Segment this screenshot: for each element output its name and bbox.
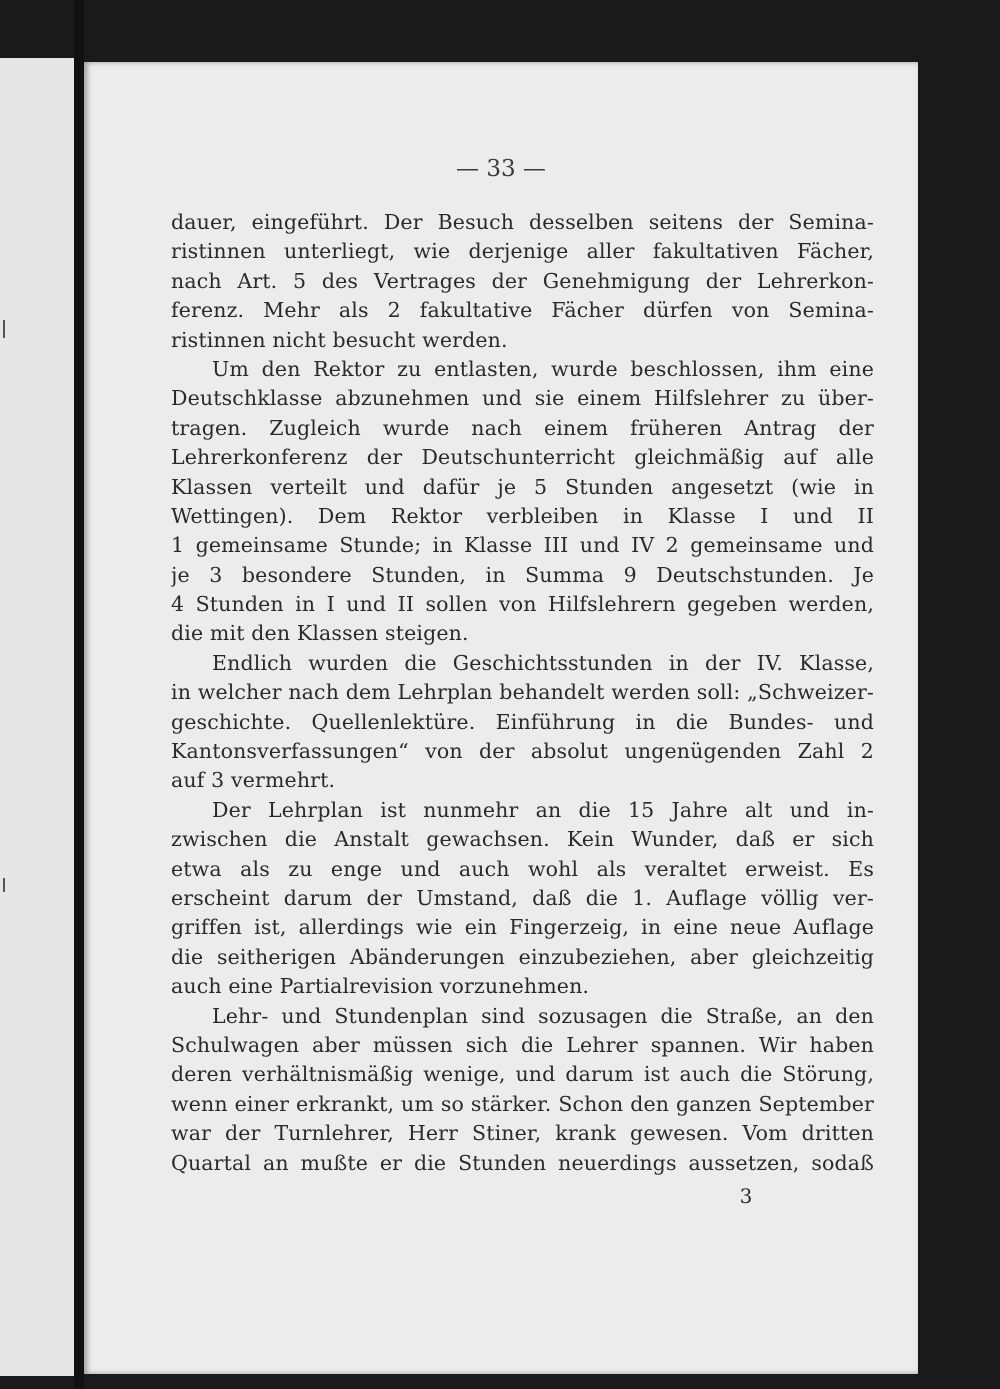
text-line: die seitherigen Abänderungen einzubeziehen, aber gleichzeitig	[171, 944, 874, 969]
text-line: auf 3 vermehrt.	[171, 768, 336, 793]
text-line: 4 Stunden in I und II sollen von Hilfslehrern gegeben werden,	[171, 592, 874, 617]
paragraph	[171, 208, 874, 355]
text-line: etwa als zu enge und auch wohl als veraltet erweist. Es	[171, 856, 874, 881]
book-page	[84, 62, 918, 1374]
page-number: — 33 —	[456, 156, 546, 182]
text-line: Schulwagen aber müssen sich die Lehrer spannen. Wir haben	[171, 1032, 874, 1057]
margin-mark	[3, 320, 5, 338]
text-line: Quartal an mußte er die Stunden neuerdings aussetzen, sodaß	[171, 1150, 874, 1175]
text-line: 1 gemeinsame Stunde; in Klasse III und IV 2 gemeinsame und	[171, 533, 874, 558]
paragraph	[171, 649, 874, 796]
text-line: deren verhältnismäßig wenige, und darum ist auch die Störung,	[171, 1062, 874, 1087]
paragraph	[171, 355, 874, 649]
text-line: in welcher nach dem Lehrplan behandelt werden soll: „Schweizer-	[171, 680, 874, 705]
text-line: wenn einer erkrankt, um so stärker. Schon den ganzen September	[171, 1091, 874, 1116]
text-line: Wettingen). Dem Rektor verbleiben in Klasse I und II	[171, 503, 874, 528]
text-line: geschichte. Quellenlektüre. Einführung in die Bundes- und	[171, 709, 874, 734]
signature-mark: 3	[739, 1184, 753, 1208]
paragraph	[171, 796, 874, 1002]
book-spine	[74, 0, 84, 1389]
text-line: dauer, eingeführt. Der Besuch desselben seitens der Semina-	[171, 210, 874, 234]
text-line: Lehr- und Stundenplan sind sozusagen die Straße, an den	[212, 1003, 874, 1028]
text-line: auch eine Partialrevision vorzunehmen.	[171, 974, 590, 999]
text-line: tragen. Zugleich wurde nach einem früheren Antrag der	[171, 415, 874, 440]
text-line: erscheint darum der Umstand, daß die 1. Auflage völlig ver-	[171, 885, 874, 910]
text-line: Endlich wurden die Geschichtsstunden in der IV. Klasse,	[212, 650, 874, 675]
text-line: ristinnen nicht besucht werden.	[171, 327, 508, 352]
text-line: Der Lehrplan ist nunmehr an die 15 Jahre alt und in-	[212, 797, 874, 822]
text-line: Um den Rektor zu entlasten, wurde beschlossen, ihm eine	[212, 356, 874, 381]
text-line: je 3 besondere Stunden, in Summa 9 Deutschstunden. Je	[171, 562, 874, 587]
body-text	[171, 208, 874, 1178]
text-line: die mit den Klassen steigen.	[171, 621, 469, 646]
text-line: Deutschklasse abzunehmen und sie einem Hilfslehrer zu über-	[171, 386, 874, 411]
text-line: griffen ist, allerdings wie ein Fingerzeig, in eine neue Auflage	[171, 915, 874, 940]
paragraph	[171, 1002, 874, 1178]
text-line: ferenz. Mehr als 2 fakultative Fächer dürfen von Semina-	[171, 298, 874, 323]
left-page-edge	[0, 58, 78, 1376]
text-line: ristinnen unterliegt, wie derjenige aller fakultativen Fächer,	[171, 239, 874, 264]
text-line: zwischen die Anstalt gewachsen. Kein Wunder, daß er sich	[171, 827, 874, 852]
text-line: war der Turnlehrer, Herr Stiner, krank gewesen. Vom dritten	[171, 1121, 874, 1146]
text-line: Klassen verteilt und dafür je 5 Stunden angesetzt (wie in	[171, 474, 874, 499]
margin-mark	[3, 878, 5, 892]
text-line: nach Art. 5 des Vertrages der Genehmigung der Lehrerkon-	[171, 268, 874, 293]
text-line: Lehrerkonferenz der Deutschunterricht gleichmäßig auf alle	[171, 445, 874, 470]
text-line: Kantonsverfassungen“ von der absolut ungenügenden Zahl 2	[171, 739, 874, 764]
